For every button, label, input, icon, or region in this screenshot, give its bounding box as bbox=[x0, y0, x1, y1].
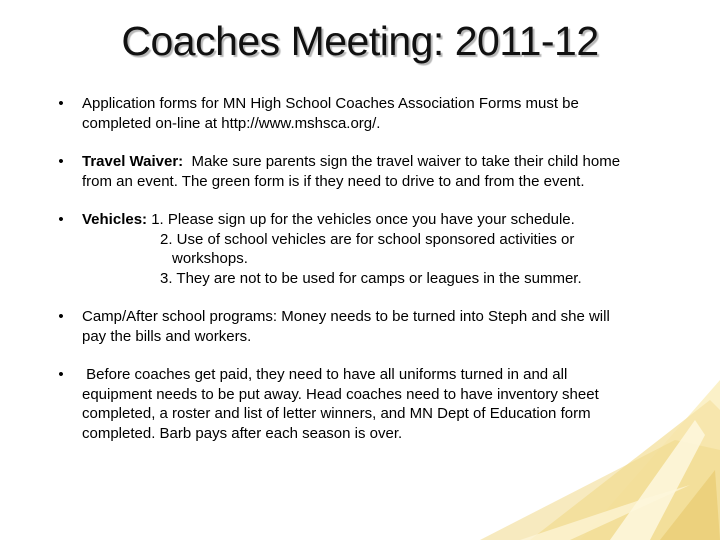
bullet-text-line: completed on-line at http://www.mshsca.org/. bbox=[82, 114, 381, 132]
bullet-icon: • bbox=[58, 153, 64, 170]
bullet-item-camp-programs bbox=[56, 307, 676, 346]
bullet-text-line: from an event. The green form is if they need to drive to and from the event. bbox=[82, 172, 585, 190]
bullet-text-line: Camp/After school programs: Money needs to be turned into Steph and she will bbox=[82, 308, 610, 325]
bullet-text-line: Before coaches get paid, they need to have all uniforms turned in and all bbox=[82, 366, 568, 383]
vehicle-rule-1: 1. Please sign up for the vehicles once you have your schedule. bbox=[147, 211, 575, 228]
bullet-item-application-forms bbox=[56, 94, 676, 133]
bullet-item-vehicles bbox=[56, 210, 676, 288]
bullet-label: Vehicles: bbox=[82, 211, 148, 228]
bullet-text-line bbox=[82, 210, 676, 230]
bullet-text-line bbox=[82, 152, 676, 172]
bullet-icon: • bbox=[58, 95, 64, 112]
bullet-icon: • bbox=[58, 308, 64, 325]
bullet-icon: • bbox=[58, 366, 64, 383]
slide-title: Coaches Meeting: 2011-12 bbox=[121, 18, 599, 64]
bullet-list bbox=[56, 94, 676, 462]
bullet-text-line: completed, a roster and list of letter winners, and MN Dept of Education form bbox=[82, 405, 591, 422]
bullet-text-line: equipment needs to be put away. Head coaches need to have inventory sheet bbox=[82, 385, 599, 403]
bullet-item-coach-payment bbox=[56, 365, 676, 443]
bullet-item-travel-waiver bbox=[56, 152, 676, 191]
bullet-text-line: pay the bills and workers. bbox=[82, 327, 252, 345]
bullet-text-line: completed. Barb pays after each season is over. bbox=[82, 424, 403, 442]
vehicle-rule-3: 3. They are not to be used for camps or leagues in the summer. bbox=[160, 269, 582, 287]
vehicle-rule-2: 2. Use of school vehicles are for school sponsored activities or bbox=[160, 230, 575, 248]
bullet-label: Travel Waiver: bbox=[82, 153, 184, 170]
bullet-text: Make sure parents sign the travel waiver to take their child home bbox=[183, 153, 621, 170]
bullet-icon: • bbox=[58, 211, 64, 228]
bullet-text-line: Application forms for MN High School Coaches Association Forms must be bbox=[82, 95, 579, 112]
vehicle-rule-2-continued: workshops. bbox=[172, 250, 248, 267]
